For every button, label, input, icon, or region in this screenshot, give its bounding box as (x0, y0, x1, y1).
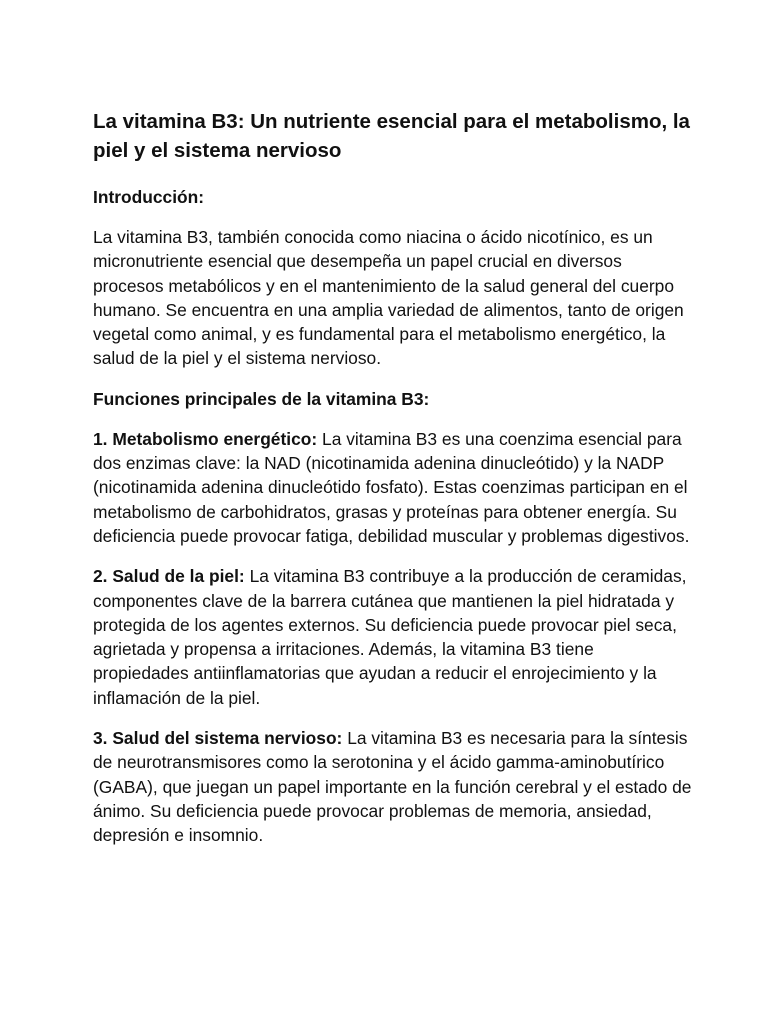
function-item-label: 3. Salud del sistema nervioso: (93, 728, 343, 749)
function-item-text: La vitamina B3 es una coenzima esencial para dos enzimas clave: la NAD (nicotinamida adenina dinucleótido) y la NADP (nicotinamida adenina dinucleótido fosfato). Estas coenzimas participan en el metabolismo de carbohidratos, grasas y proteínas para obtener energía. Su deficiencia puede provocar fatiga, debilidad muscular y problemas digestivos. (93, 428, 690, 546)
document-page (93, 107, 693, 864)
function-item-text: La vitamina B3 es necesaria para la síntesis de neurotransmisores como la serotonina y el ácido gamma-aminobutírico (GABA), que juegan un papel importante en la función cerebral y el estado de ánimo. Su deficiencia puede provocar problemas de memoria, ansiedad, depresión e insomnio. (93, 728, 692, 846)
function-item-metabolism (93, 427, 693, 548)
function-item-label: 2. Salud de la piel: (93, 566, 245, 587)
function-item-nervous-system (93, 726, 693, 847)
function-item-label: 1. Metabolismo energético: (93, 428, 318, 449)
function-item-text: La vitamina B3 contribuye a la producción de ceramidas, componentes clave de la barrera cutánea que mantienen la piel hidratada y protegida de los agentes externos. Su deficiencia puede provocar piel seca, agrietada y propensa a irritaciones. Además, la vitamina B3 tiene propiedades antiinflamatorias que ayudan a reducir el enrojecimiento y la inflamación de la piel. (93, 566, 687, 708)
intro-paragraph: La vitamina B3, también conocida como niacina o ácido nicotínico, es un micronutriente esencial que desempeña un papel crucial en diversos procesos metabólicos y en el mantenimiento de la salud general del cuerpo humano. Se encuentra en una amplia variedad de alimentos, tanto de origen vegetal como animal, y es fundamental para el metabolismo energético, la salud de la piel y el sistema nervioso. (93, 227, 684, 369)
function-item-skin (93, 564, 693, 710)
document-title: La vitamina B3: Un nutriente esencial para el metabolismo, la piel y el sistema nervioso (93, 110, 690, 162)
intro-heading: Introducción: (93, 187, 205, 207)
functions-heading: Funciones principales de la vitamina B3: (93, 388, 430, 409)
